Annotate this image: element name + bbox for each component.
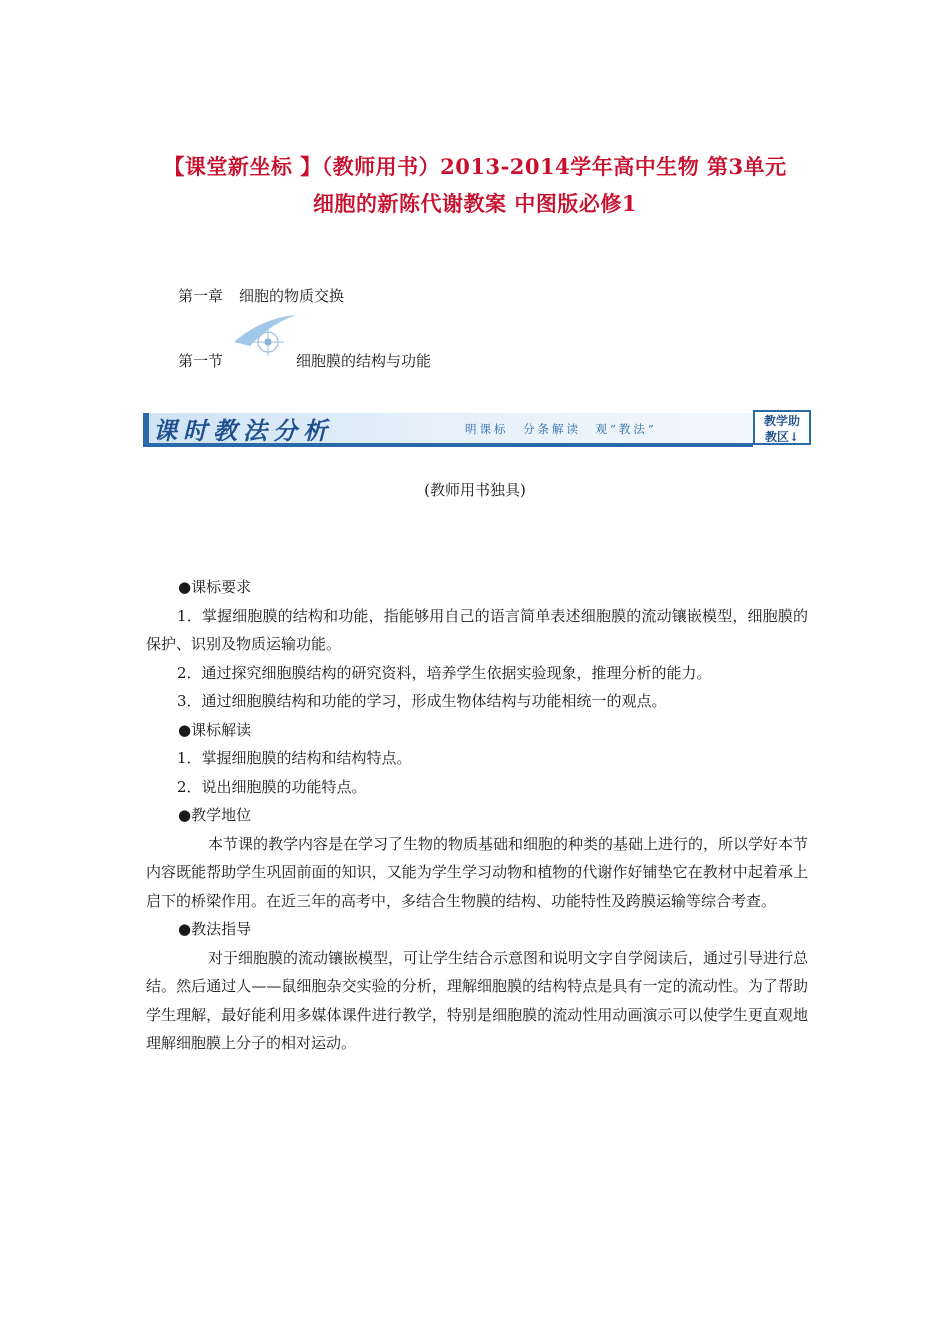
list-item: 1．掌握细胞膜的结构和功能，指能够用自己的语言简单表述细胞膜的流动镶嵌模型，细胞膜的保护、识别及物质运输功能。 bbox=[146, 606, 808, 653]
list-item: 1．掌握细胞膜的结构和结构特点。 bbox=[177, 749, 412, 767]
chapter-heading bbox=[178, 285, 344, 306]
list-item: 3．通过细胞膜结构和功能的学习，形成生物体结构与功能相统一的观点。 bbox=[177, 692, 667, 710]
section-heading: ●课标要求 bbox=[178, 578, 252, 596]
section-heading: ●教法指导 bbox=[178, 920, 252, 938]
banner-box-line-1: 教学助 bbox=[763, 414, 800, 428]
chapter-label: 第一章 bbox=[178, 287, 224, 305]
list-item: 2．通过探究细胞膜结构的研究资料，培养学生依据实验现象，推理分析的能力。 bbox=[177, 663, 712, 682]
section-title: 细胞膜的结构与功能 bbox=[296, 352, 432, 370]
lesson-banner bbox=[143, 407, 813, 449]
crosshair-icon bbox=[232, 312, 298, 362]
paragraph: 本节课的教学内容是在学习了生物的物质基础和细胞的种类的基础上进行的，所以学好本节内容既能帮助学生巩固前面的知识，又能为学生学习动物和植物的代谢作好铺垫它在教材中起着承上启下的桥梁作用。在近三年的高考中，多结合生物膜的结构、功能特性及跨膜运输等综合考查。 bbox=[146, 834, 809, 910]
chapter-title: 细胞的物质交换 bbox=[239, 287, 345, 305]
banner-title: 课时教法分析 bbox=[153, 416, 333, 445]
section-heading: ●教学地位 bbox=[178, 806, 252, 824]
lesson-body bbox=[146, 573, 808, 1058]
list-item: 2．说出细胞膜的功能特点。 bbox=[177, 777, 367, 796]
teacher-only-note: (教师用书独具) bbox=[424, 481, 526, 499]
document-title-line-1: 【课堂新坐标 】（教师用书）2013-2014学年高中生物 第3单元 bbox=[163, 154, 787, 179]
section-heading: ●课标解读 bbox=[178, 720, 252, 739]
banner-box-line-2: 教区↓ bbox=[764, 430, 800, 444]
section-label: 第一节 bbox=[178, 352, 224, 370]
teaching-aid-button[interactable] bbox=[753, 410, 811, 445]
banner-slogan: 明课标 分条解读 观“教法” bbox=[465, 422, 657, 436]
paragraph: 对于细胞膜的流动镶嵌模型，可让学生结合示意图和说明文字自学阅读后，通过引导进行总结。然后通过人——鼠细胞杂交实验的分析，理解细胞膜的结构特点是具有一定的流动性。为了帮助学生理解，最好能利用多媒体课件进行教学，特别是细胞膜的流动性用动画演示可以使学生更直观地理解细胞膜上分子的相对运动。 bbox=[146, 948, 809, 1052]
document-title-line-2: 细胞的新陈代谢教案 中图版必修1 bbox=[313, 191, 637, 216]
